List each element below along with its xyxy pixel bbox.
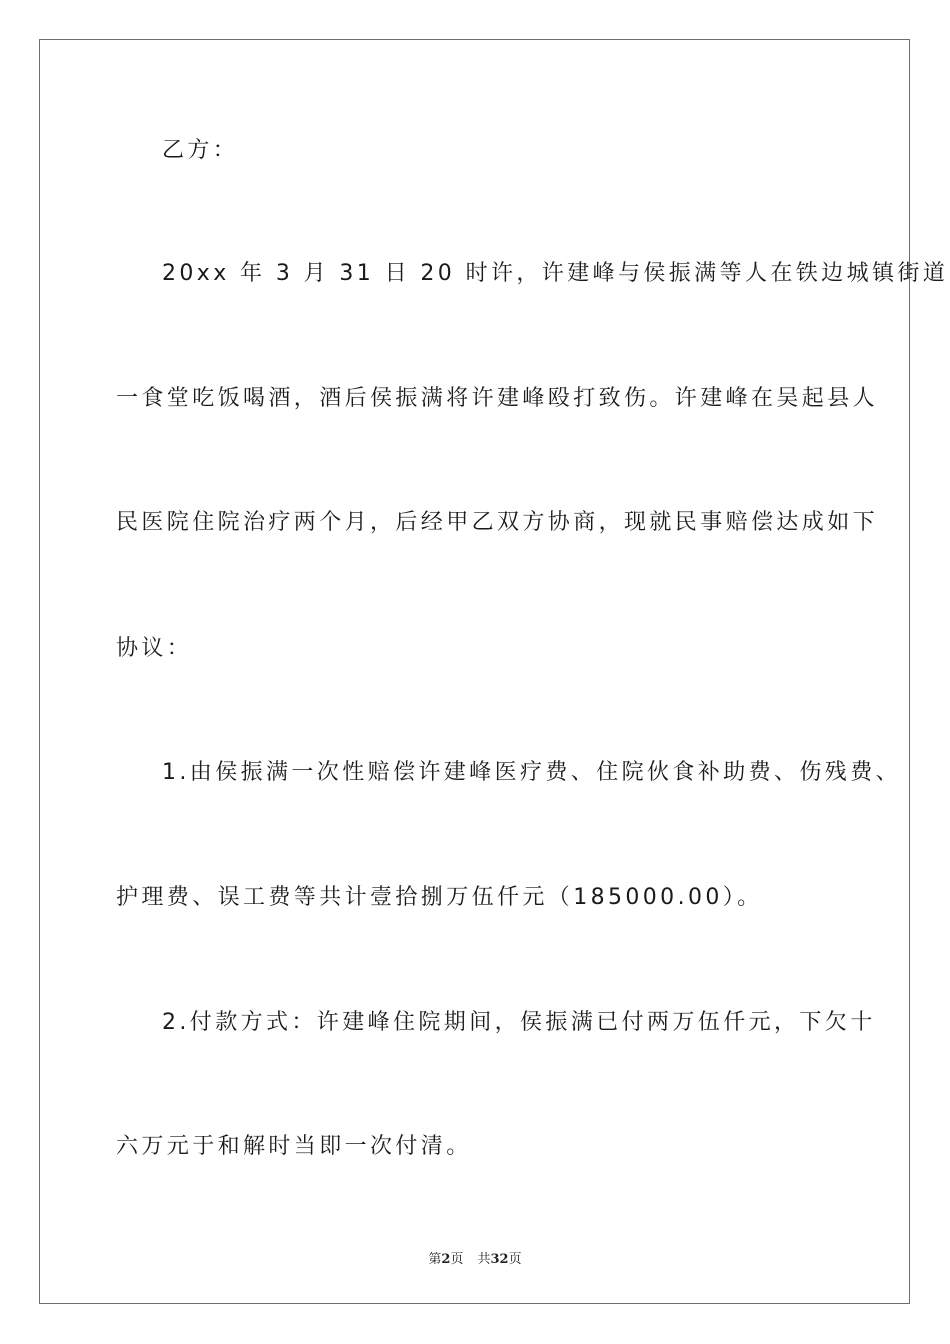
page-footer: [0, 1248, 950, 1267]
paragraph-1-line-4: 协议：: [116, 636, 193, 661]
total-suffix: 页: [508, 1252, 522, 1267]
page-suffix: 页: [450, 1252, 464, 1267]
party-b-label: 乙方：: [162, 138, 239, 163]
clause-2-line-2: 六万元于和解时当即一次付清。: [116, 1134, 472, 1159]
total-prefix: 共: [477, 1252, 491, 1267]
current-page-number: 2: [441, 1252, 451, 1267]
total-page-number: 32: [490, 1252, 509, 1267]
clause-1-line-2: 护理费、误工费等共计壹拾捌万伍仟元（185000.00）。: [116, 885, 763, 910]
paragraph-1-line-3: 民医院住院治疗两个月，后经甲乙双方协商，现就民事赔偿达成如下: [116, 510, 879, 535]
paragraph-1-line-1: 20xx 年 3 月 31 日 20 时许，许建峰与侯振满等人在铁边城镇街道: [162, 261, 949, 286]
clause-2-line-1: 2.付款方式：许建峰住院期间，侯振满已付两万伍仟元，下欠十: [162, 1010, 876, 1035]
paragraph-1-line-2: 一食堂吃饭喝酒，酒后侯振满将许建峰殴打致伤。许建峰在吴起县人: [116, 386, 879, 411]
page-prefix: 第: [428, 1252, 442, 1267]
clause-1-line-1: 1.由侯振满一次性赔偿许建峰医疗费、住院伙食补助费、伤残费、: [162, 760, 901, 785]
page-border: [39, 39, 910, 1304]
